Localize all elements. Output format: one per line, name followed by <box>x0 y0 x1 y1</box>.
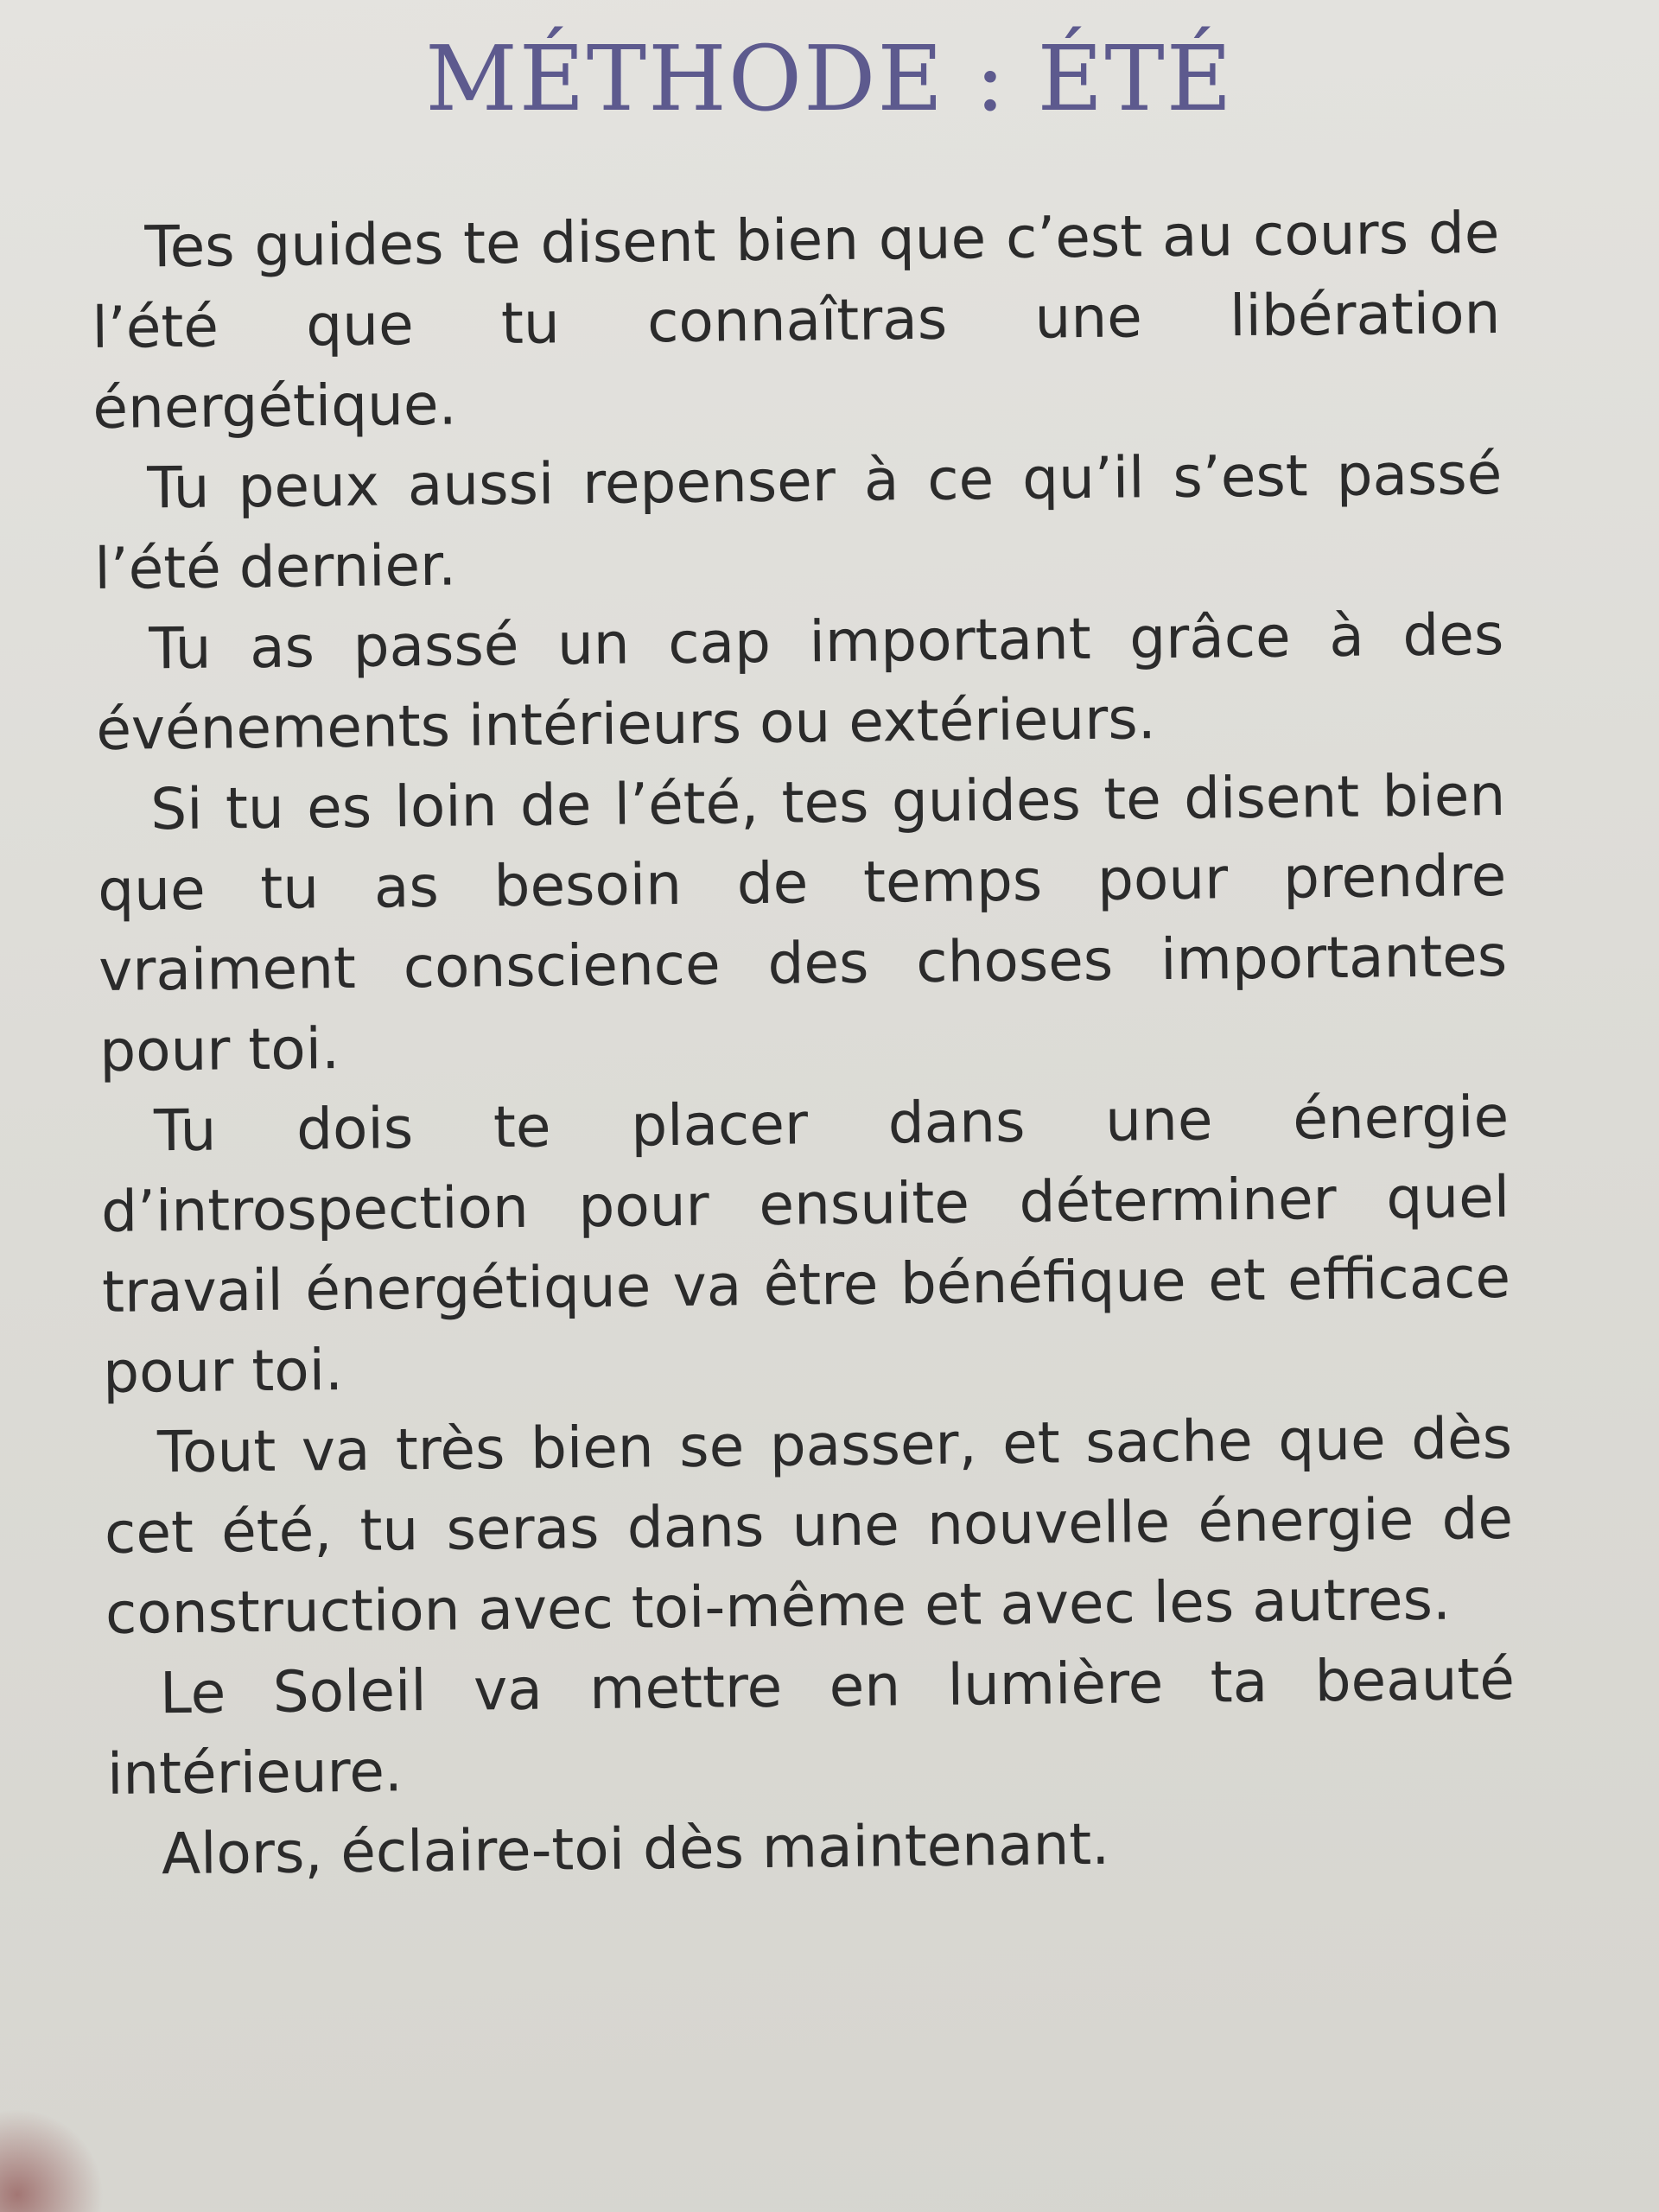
paragraph-1: Tes guides te disent bien que c’est au cours de l’été que tu connaîtras une libération énergétique. <box>92 199 1501 442</box>
paragraph-4: Si tu es loin de l’été, tes guides te disent bien que tu as besoin de temps pour prendre vraiment conscience des choses importantes pour toi. <box>97 761 1508 1084</box>
paragraph-7: Le Soleil va mettre en lumière ta beauté intérieure. <box>106 1645 1516 1808</box>
finger-shadow <box>0 2108 104 2212</box>
paragraph-2: Tu peux aussi repenser à ce qu’il s’est passé l’été dernier. <box>93 440 1503 602</box>
page-title: MÉTHODE : ÉTÉ <box>425 26 1234 131</box>
paragraph-6: Tout va très bien se passer, et sache que dès cet été, tu seras dans une nouvelle énergie de construction avec toi-même et avec les autres. <box>104 1404 1514 1647</box>
paragraph-8: Alors, éclaire-toi dès maintenant. <box>161 1810 1110 1888</box>
paragraph-5: Tu dois te placer dans une énergie d’introspection pour ensuite déterminer quel travail énergétique va être bénéfique et efficace pour toi. <box>100 1083 1511 1406</box>
paragraph-3: Tu as passé un cap important grâce à des événements intérieurs ou extérieurs. <box>95 601 1504 763</box>
body-text <box>91 193 1516 1895</box>
